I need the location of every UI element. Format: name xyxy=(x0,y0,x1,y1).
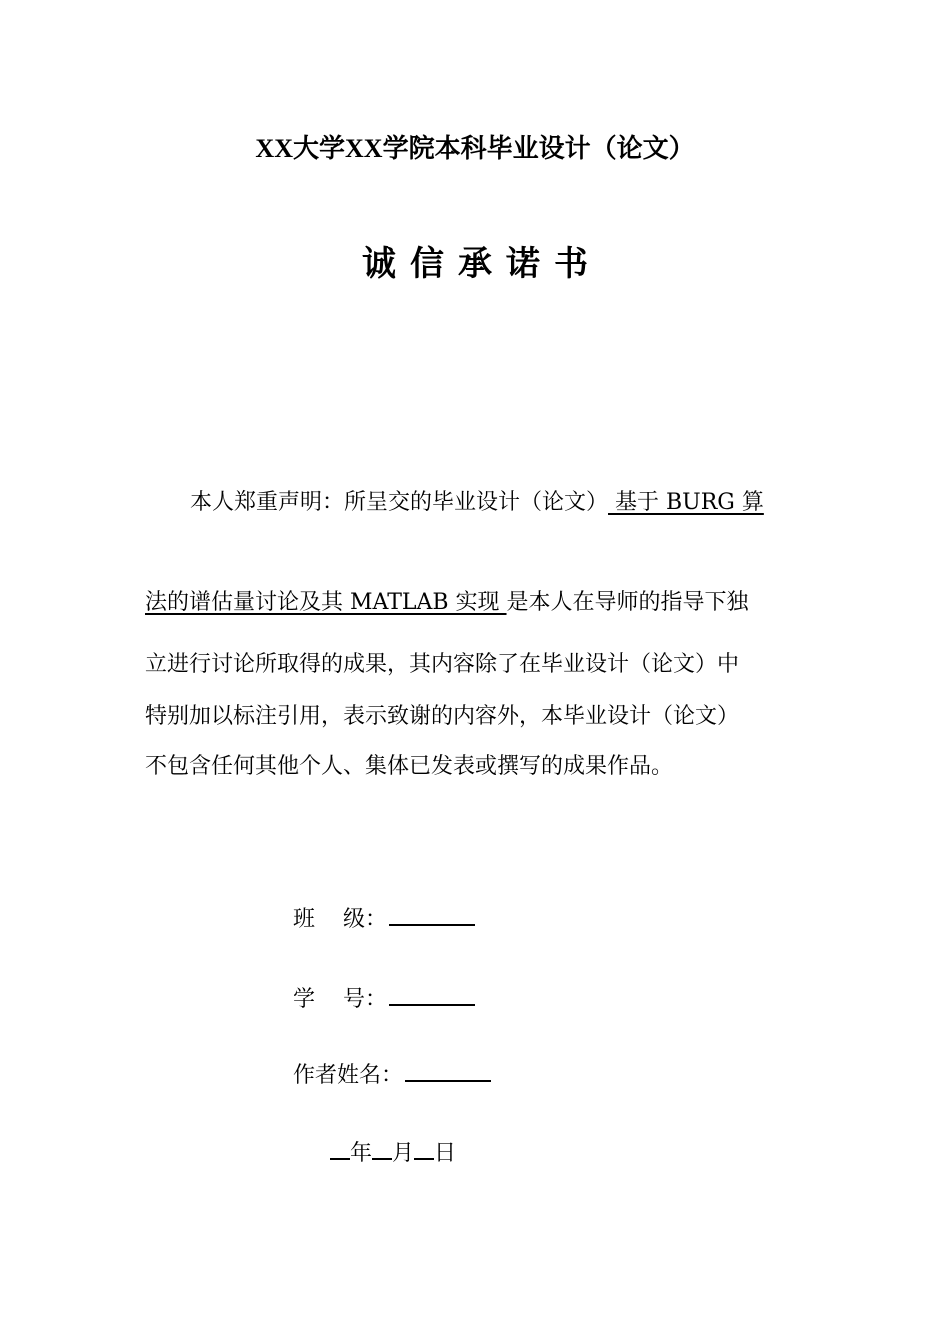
university-header xyxy=(0,128,950,165)
college-rest: 学院本科毕业设计（论文） xyxy=(382,134,695,164)
class-blank[interactable] xyxy=(389,902,475,926)
thesis-title-part-1: 基于 BURG 算 xyxy=(608,490,764,515)
statement-line-1 xyxy=(190,488,764,518)
day-blank[interactable] xyxy=(414,1136,434,1160)
university-word: 大学 xyxy=(292,134,345,164)
class-field xyxy=(293,902,475,935)
university-prefix: XX xyxy=(255,134,293,163)
statement-line-3: 立进行讨论所取得的成果，其内容除了在毕业设计（论文）中 xyxy=(145,652,740,677)
statement-line-4: 特别加以标注引用，表示致谢的内容外，本毕业设计（论文） xyxy=(145,704,740,729)
class-label: 班 级： xyxy=(293,907,387,932)
college-prefix: XX xyxy=(345,134,383,163)
statement-line-5: 不包含任何其他个人、集体已发表或撰写的成果作品。 xyxy=(145,754,674,779)
year-label: 年 xyxy=(350,1141,373,1166)
student-id-label: 学 号： xyxy=(293,987,387,1012)
day-label: 日 xyxy=(434,1141,457,1166)
thesis-title-part-2: 法的谱估量讨论及其 MATLAB 实现 xyxy=(145,590,507,615)
student-id-blank[interactable] xyxy=(389,982,475,1006)
author-name-label: 作者姓名： xyxy=(293,1063,404,1088)
month-blank[interactable] xyxy=(372,1136,392,1160)
statement-line-2-plain: 是本人在导师的指导下独 xyxy=(506,590,749,615)
document-title: 诚信承诺书 xyxy=(362,244,602,284)
year-blank[interactable] xyxy=(330,1136,350,1160)
statement-line-1-plain: 本人郑重声明：所呈交的毕业设计（论文） xyxy=(190,490,609,515)
author-name-blank[interactable] xyxy=(405,1058,491,1082)
month-label: 月 xyxy=(392,1141,415,1166)
author-name-field xyxy=(293,1058,491,1091)
statement-line-2 xyxy=(145,588,749,618)
date-field xyxy=(330,1136,456,1169)
student-id-field xyxy=(293,982,475,1015)
